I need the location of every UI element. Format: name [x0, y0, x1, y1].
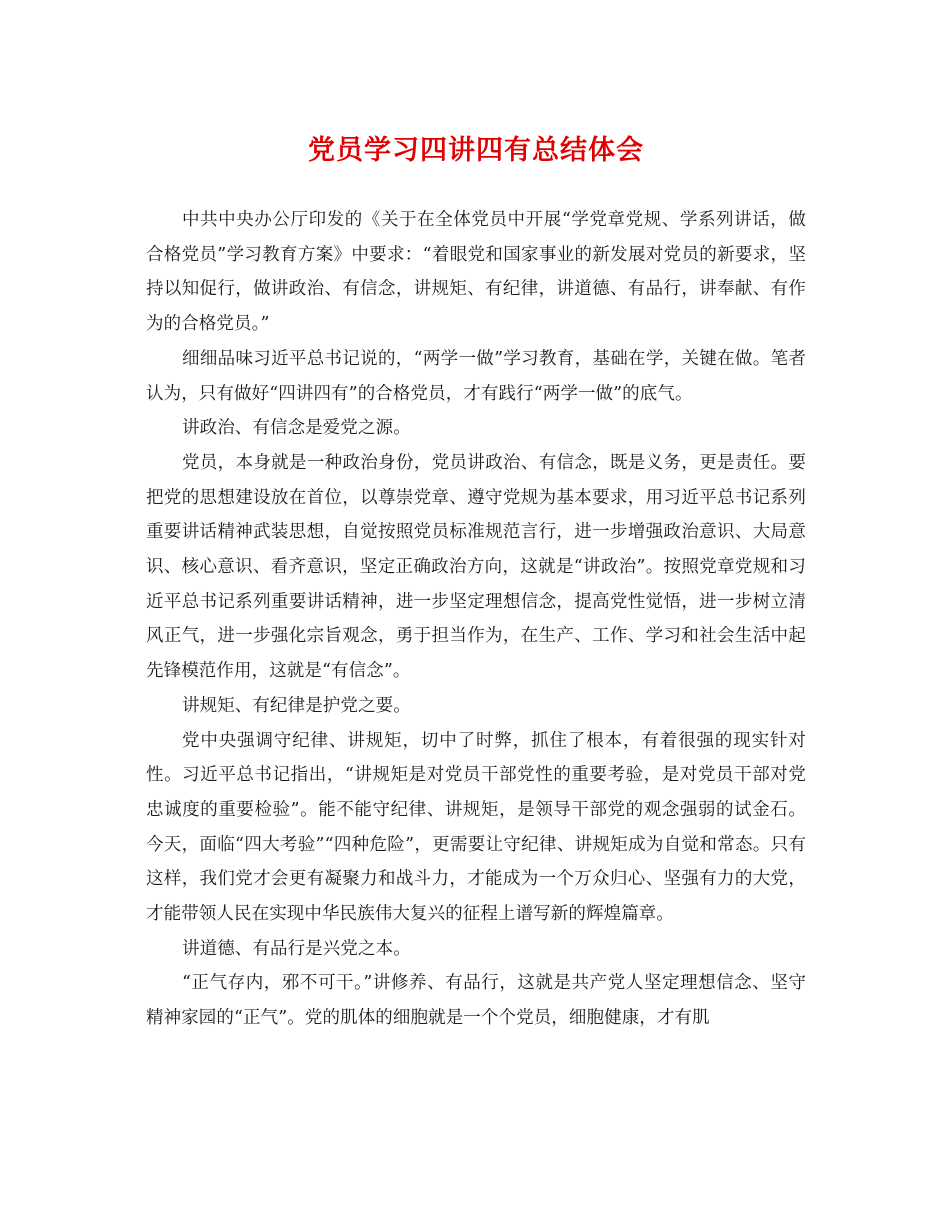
section-heading-discipline: 讲规矩、有纪律是护党之要。 [182, 695, 411, 716]
paragraph-morality: “正气存内，邪不可干。”讲修养、有品行，这就是共产党人坚定理想信念、坚守精神家园的“正气”。党的肌体的细胞就是一个个党员，细胞健康，才有肌 [146, 973, 806, 1029]
document-body [146, 203, 806, 1036]
paragraph-intro: 中共中央办公厅印发的《关于在全体党员中开展“学党章党规、学系列讲话，做合格党员”学习教育方案》中要求：“着眼党和国家事业的新发展对党员的新要求，坚持以知促行，做讲政治、有信念，讲规矩、有纪律，讲道德、有品行，讲奉献、有作为的合格党员。” [146, 210, 806, 335]
paragraph-discipline: 党中央强调守纪律、讲规矩，切中了时弊，抓住了根本，有着很强的现实针对性。习近平总书记指出，“讲规矩是对党员干部党性的重要考验，是对党员干部对党忠诚度的重要检验”。能不能守纪律、讲规矩，是领导干部党的观念强弱的试金石。今天，面临“四大考验”“四种危险”，更需要让守纪律、讲规矩成为自觉和常态。只有这样，我们党才会更有凝聚力和战斗力，才能成为一个万众归心、坚强有力的大党，才能带领人民在实现中华民族伟大复兴的征程上谱写新的辉煌篇章。 [146, 730, 806, 925]
document-title: 党员学习四讲四有总结体会 [308, 135, 644, 166]
paragraph-politics: 党员，本身就是一种政治身份，党员讲政治、有信念，既是义务，更是责任。要把党的思想建设放在首位，以尊崇党章、遵守党规为基本要求，用习近平总书记系列重要讲话精神武装思想，自觉按照党员标准规范言行，进一步增强政治意识、大局意识、核心意识、看齐意识，坚定正确政治方向，这就是“讲政治”。按照党章党规和习近平总书记系列重要讲话精神，进一步坚定理想信念，提高党性觉悟，进一步树立清风正气，进一步强化宗旨观念，勇于担当作为，在生产、工作、学习和社会生活中起先锋模范作用，这就是“有信念”。 [146, 452, 806, 682]
section-heading-morality: 讲道德、有品行是兴党之本。 [182, 938, 411, 959]
section-heading-politics: 讲政治、有信念是爱党之源。 [182, 418, 411, 439]
paragraph-two-study-one-do: 细细品味习近平总书记说的，“两学一做”学习教育，基础在学，关键在做。笔者认为，只有做好“四讲四有”的合格党员，才有践行“两学一做”的底气。 [146, 348, 806, 404]
